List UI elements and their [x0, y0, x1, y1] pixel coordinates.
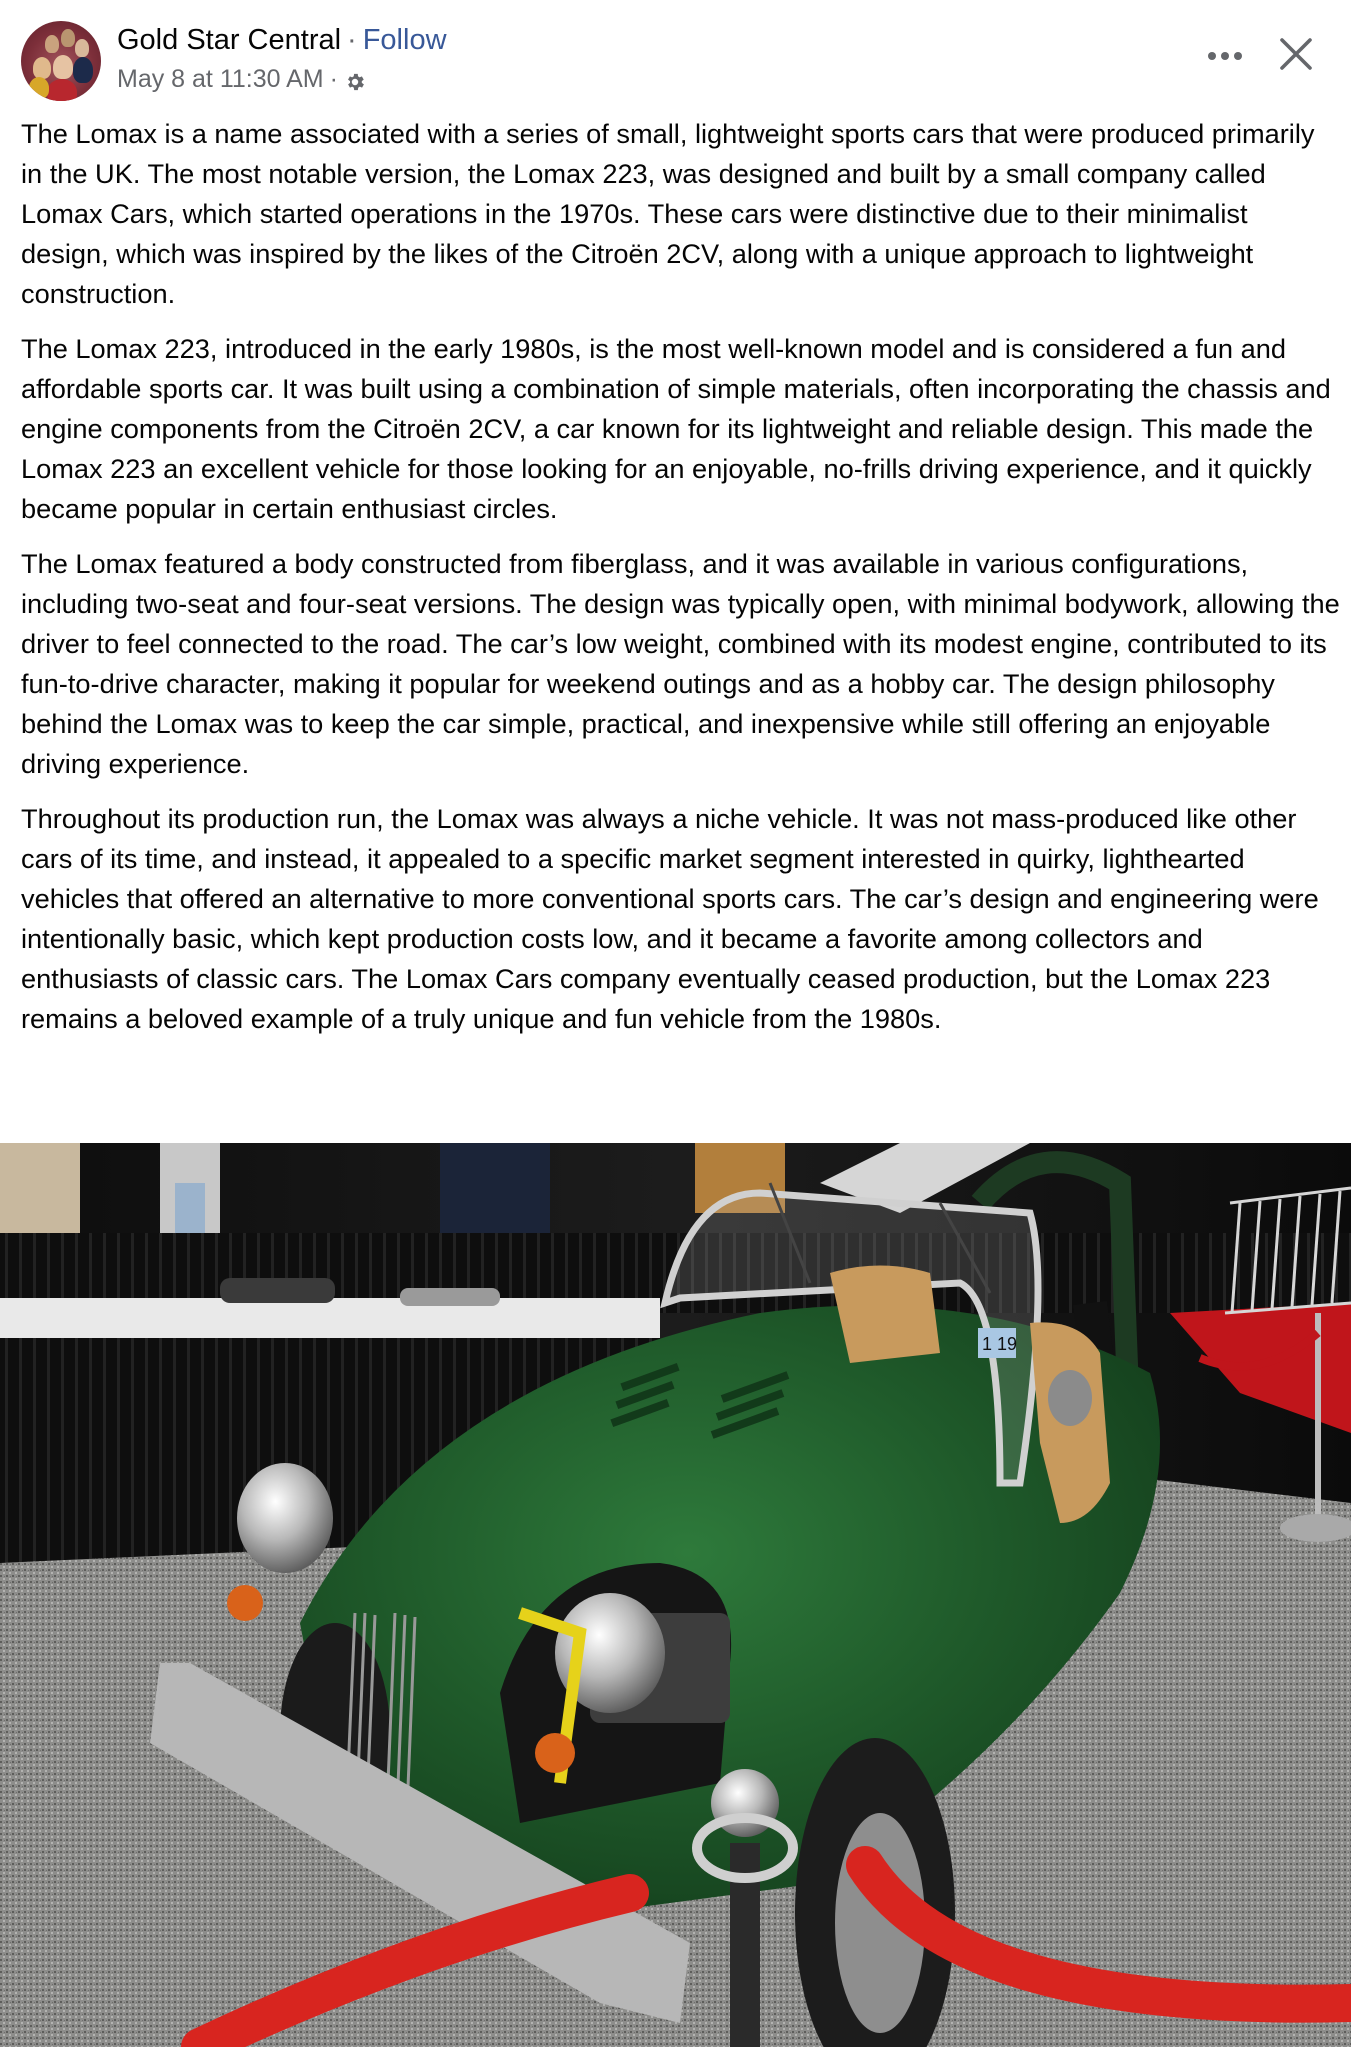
- post-meta: [117, 62, 366, 96]
- post-paragraph: The Lomax featured a body constructed from fiberglass, and it was available in various configurations, including two-seat and four-seat versions. The design was typically open, with minimal bodywork, allowing the driver to feel connected to the road. The car’s low weight, combined with its modest engine, contributed to its fun-to-drive character, making it popular for weekend outings and as a hobby car. The design philosophy behind the Lomax was to keep the car simple, practical, and inexpensive while still offering an enjoyable driving experience.: [21, 548, 1340, 779]
- follow-button[interactable]: Follow: [362, 24, 447, 56]
- more-horizontal-icon: [1234, 52, 1242, 60]
- author-line: [117, 20, 447, 60]
- more-options-button[interactable]: [1200, 36, 1250, 76]
- avatar[interactable]: [21, 21, 101, 101]
- post-photo[interactable]: [0, 1143, 1351, 2047]
- close-icon: [1272, 30, 1320, 78]
- author-name[interactable]: Gold Star Central: [117, 24, 342, 56]
- separator-dot: ·: [347, 24, 357, 56]
- post-paragraph: Throughout its production run, the Lomax was always a niche vehicle. It was not mass-produced like other cars of its time, and instead, it appealed to a specific market segment interested in quirky, lighthearted vehicles that offered an alternative to more conventional sports cars. The car’s design and engineering were intentionally basic, which kept production costs low, and it became a favorite among collectors and enthusiasts of classic cars. The Lomax Cars company eventually ceased production, but the Lomax 223 remains a beloved example of a truly unique and fun vehicle from the 1980s.: [21, 803, 1319, 1034]
- svg-text:1 19: 1 19: [982, 1334, 1018, 1354]
- close-button[interactable]: [1272, 30, 1320, 78]
- more-horizontal-icon: [1221, 52, 1229, 60]
- post-paragraph: The Lomax 223, introduced in the early 1980s, is the most well-known model and is considered a fun and affordable sports car. It was built using a combination of simple materials, often incorporating the chassis and engine components from the Citroën 2CV, a car known for its lightweight and reliable design. This made the Lomax 223 an excellent vehicle for those looking for an enjoyable, no-frills driving experience, and it quickly became popular in certain enthusiast circles.: [21, 333, 1331, 524]
- post-header: [0, 0, 1351, 120]
- gear-icon[interactable]: [344, 68, 366, 90]
- more-horizontal-icon: [1208, 52, 1216, 60]
- timestamp[interactable]: May 8 at 11:30 AM: [117, 65, 324, 93]
- post-paragraph: The Lomax is a name associated with a series of small, lightweight sports cars that were produced primarily in the UK. The most notable version, the Lomax 223, was designed and built by a small company called Lomax Cars, which started operations in the 1970s. These cars were distinctive due to their minimalist design, which was inspired by the likes of the Citroën 2CV, along with a unique approach to lightweight construction.: [21, 118, 1315, 309]
- meta-separator: ·: [329, 65, 338, 93]
- post-text: [21, 114, 1341, 1054]
